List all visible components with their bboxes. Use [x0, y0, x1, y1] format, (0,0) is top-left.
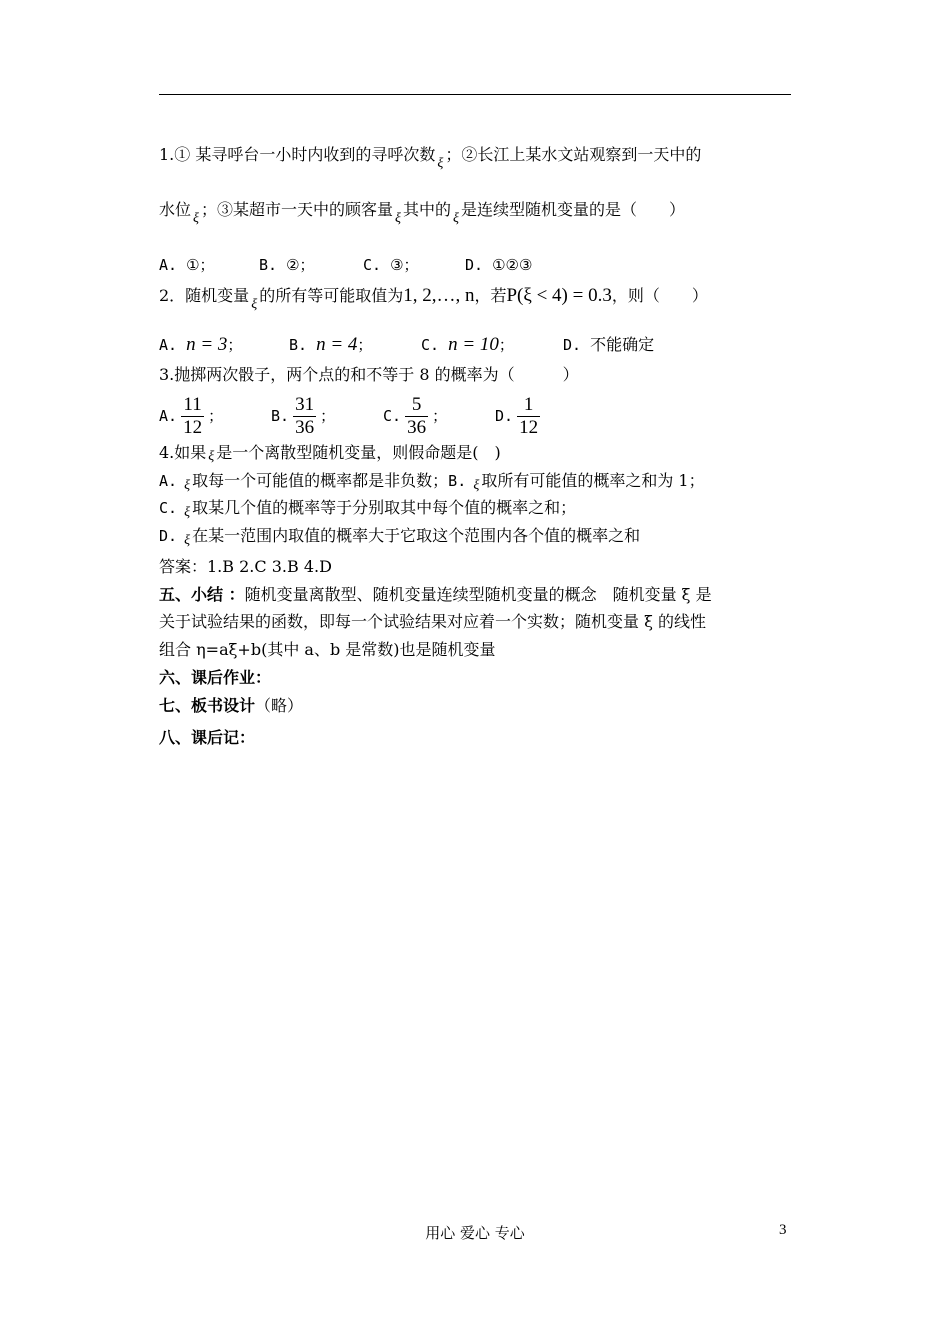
q3-option-b: B. $\frac{31}{36}$ ； — [271, 394, 336, 438]
q2-option-b: B. n = 4； — [289, 334, 373, 355]
page-number: 3 — [779, 1222, 787, 1238]
q1-option-a: A. ①； — [159, 256, 215, 274]
summary-line3: 组合 η=aξ+b(其中 a、b 是常数)也是随机变量 — [159, 640, 496, 659]
q2-line — [159, 285, 708, 312]
q2-option-d: D. 不能确定 — [563, 335, 655, 354]
q1-text-d: ；③某超市一天中的顾客量 — [201, 200, 394, 219]
q1-text-f: 是连续型随机变量的是（ ） — [461, 200, 686, 219]
xi-symbol: ξ — [184, 478, 191, 493]
q3-options — [159, 393, 544, 439]
q1-text-a: 1.① 某寻呼台一小时内收到的寻呼次数 — [159, 145, 436, 164]
q2-option-c: C. n = 10； — [421, 334, 514, 355]
summary-line1: 五、小结 ：随机变量离散型、随机变量连续型随机变量的概念 随机变量 ξ 是 — [159, 585, 712, 604]
q1-option-b: B. ②； — [259, 256, 315, 274]
section-board-design: 七、板书设计（略） — [159, 696, 304, 715]
q2-probability: P(ξ < 4) = 0.3 — [506, 285, 612, 306]
q1-text-c: 水位 — [159, 200, 192, 219]
summary-heading: 五、小结 ： — [159, 585, 245, 604]
answer-key: 答案：1.B 2.C 3.B 4.D — [159, 557, 332, 576]
q1-text-e: 其中的 — [403, 200, 452, 219]
header-rule — [159, 94, 791, 95]
q2-values: 1, 2,…, n — [403, 285, 475, 306]
xi-symbol: ξ — [208, 449, 215, 464]
fraction: $\frac{5}{36}$ — [407, 394, 427, 438]
q3-text: 3.抛掷两次骰子，两个点的和不等于 8 的概率为（ ） — [159, 365, 579, 384]
xi-symbol: ξ — [437, 156, 444, 171]
q1-line1 — [159, 145, 702, 171]
xi-symbol: ξ — [251, 297, 258, 312]
q3-option-c: C. $\frac{5}{36}$ ； — [383, 394, 448, 438]
q3-option-d: D. $\frac{1}{12}$ — [495, 394, 539, 438]
q2-option-a: A. n = 3； — [159, 334, 243, 355]
xi-symbol: ξ — [473, 478, 480, 493]
xi-symbol: ξ — [193, 211, 200, 226]
q3-option-a: A. $\frac{11}{12}$ ； — [159, 394, 224, 438]
fraction: $\frac{11}{12}$ — [183, 394, 203, 438]
footer-motto: 用心 爱心 专心 — [425, 1224, 525, 1242]
q4-line: 4.如果 ξ 是一个离散型随机变量，则假命题是( ) — [159, 443, 501, 464]
q1-text-b: ；②长江上某水文站观察到一天中的 — [445, 145, 702, 164]
q2-text-b: 的所有等可能取值为 — [259, 286, 404, 305]
summary-line2: 关于试验结果的函数，即每一个试验结果对应着一个实数；随机变量 ξ 的线性 — [159, 612, 706, 631]
q4-option-d: D. ξ 在某一范围内取值的概率大于它取这个范围内各个值的概率之和 — [159, 526, 641, 548]
q1-option-c: C. ③； — [363, 256, 419, 274]
q4-option-c: C. ξ 取某几个值的概率等于分别取其中每个值的概率之和； — [159, 498, 577, 520]
fraction: $\frac{1}{12}$ — [519, 394, 539, 438]
q2-text-a: 2．随机变量 — [159, 286, 250, 305]
section-homework: 六、课后作业： — [159, 668, 272, 687]
xi-symbol: ξ — [395, 211, 402, 226]
q4-option-ab: A. ξ 取每一个可能值的概率都是非负数；B. ξ 取所有可能值的概率之和为 1； — [159, 471, 705, 493]
q2-options — [159, 335, 654, 355]
xi-symbol: ξ — [184, 505, 191, 520]
fraction: $\frac{31}{36}$ — [295, 394, 315, 438]
xi-symbol: ξ — [453, 211, 460, 226]
q2-text-c: ，若 — [474, 286, 507, 305]
xi-symbol: ξ — [184, 533, 191, 548]
section-reflection: 八、课后记： — [159, 728, 256, 747]
q1-option-d: D. ①②③ — [465, 256, 533, 274]
q1-line2 — [159, 200, 686, 226]
q2-text-d: ，则（ ） — [611, 286, 708, 305]
q1-options — [159, 255, 532, 275]
